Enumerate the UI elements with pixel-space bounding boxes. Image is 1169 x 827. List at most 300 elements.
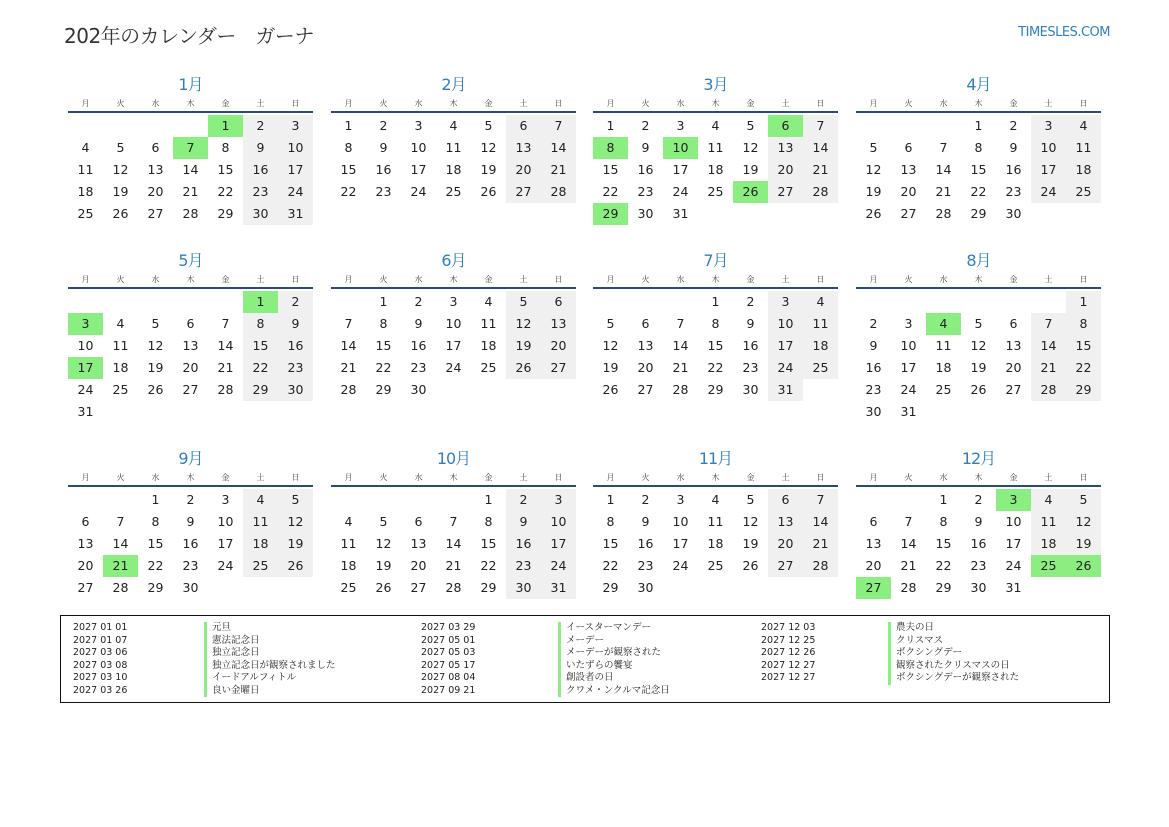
day-cell[interactable]: 1 <box>939 492 948 507</box>
day-cell[interactable]: 27 <box>768 181 803 203</box>
day-cell[interactable]: 19 <box>375 558 392 573</box>
day-cell[interactable]: 13 <box>768 511 803 533</box>
day-cell[interactable]: 14 <box>182 162 199 177</box>
day-cell[interactable]: 11 <box>480 316 497 331</box>
day-cell[interactable]: 23 <box>637 184 654 199</box>
day-cell[interactable]: 20 <box>768 159 803 181</box>
day-cell[interactable]: 4 <box>711 118 720 133</box>
day-cell[interactable]: 4 <box>803 291 838 313</box>
day-cell[interactable]: 23 <box>506 555 541 577</box>
day-cell[interactable]: 9 <box>278 313 313 335</box>
day-cell[interactable]: 7 <box>803 115 838 137</box>
day-cell[interactable]: 3 <box>768 291 803 313</box>
day-cell[interactable]: 27 <box>1005 382 1022 397</box>
day-cell[interactable]: 28 <box>900 580 917 595</box>
day-cell[interactable]: 1 <box>344 118 353 133</box>
day-cell[interactable]: 4 <box>81 140 90 155</box>
day-cell[interactable]: 26 <box>865 206 882 221</box>
day-cell[interactable]: 24 <box>1005 558 1022 573</box>
day-cell[interactable]: 6 <box>81 514 90 529</box>
day-cell[interactable]: 22 <box>480 558 497 573</box>
day-cell[interactable]: 6 <box>186 316 195 331</box>
day-cell[interactable]: 24 <box>672 184 689 199</box>
day-cell[interactable]: 10 <box>768 313 803 335</box>
day-cell[interactable]: 30 <box>1005 206 1022 221</box>
day-cell[interactable]: 14 <box>672 338 689 353</box>
day-cell[interactable]: 1 <box>711 294 720 309</box>
day-cell[interactable]: 19 <box>602 360 619 375</box>
day-cell[interactable]: 8 <box>151 514 160 529</box>
day-cell[interactable]: 1 <box>208 115 243 137</box>
day-cell[interactable]: 26 <box>480 184 497 199</box>
day-cell[interactable]: 11 <box>340 536 357 551</box>
day-cell[interactable]: 22 <box>935 558 952 573</box>
day-cell[interactable]: 16 <box>970 536 987 551</box>
day-cell[interactable]: 9 <box>641 140 650 155</box>
day-cell[interactable]: 11 <box>445 140 462 155</box>
day-cell[interactable]: 11 <box>803 313 838 335</box>
day-cell[interactable]: 16 <box>742 338 759 353</box>
day-cell[interactable]: 16 <box>410 338 427 353</box>
day-cell[interactable]: 30 <box>637 206 654 221</box>
day-cell[interactable]: 21 <box>340 360 357 375</box>
day-cell[interactable]: 20 <box>410 558 427 573</box>
day-cell[interactable]: 30 <box>278 379 313 401</box>
day-cell[interactable]: 4 <box>484 294 493 309</box>
day-cell[interactable]: 3 <box>676 492 685 507</box>
day-cell[interactable]: 26 <box>506 357 541 379</box>
day-cell[interactable]: 13 <box>182 338 199 353</box>
day-cell[interactable]: 8 <box>711 316 720 331</box>
day-cell[interactable]: 19 <box>742 162 759 177</box>
day-cell[interactable]: 3 <box>449 294 458 309</box>
day-cell[interactable]: 10 <box>445 316 462 331</box>
day-cell[interactable]: 13 <box>410 536 427 551</box>
day-cell[interactable]: 18 <box>480 338 497 353</box>
day-cell[interactable]: 2 <box>1009 118 1018 133</box>
day-cell[interactable]: 28 <box>541 181 576 203</box>
day-cell[interactable]: 2 <box>186 492 195 507</box>
day-cell[interactable]: 12 <box>970 338 987 353</box>
day-cell[interactable]: 25 <box>340 580 357 595</box>
day-cell[interactable]: 7 <box>221 316 230 331</box>
day-cell[interactable]: 16 <box>506 533 541 555</box>
day-cell[interactable]: 5 <box>278 489 313 511</box>
day-cell[interactable]: 30 <box>182 580 199 595</box>
day-cell[interactable]: 18 <box>1031 533 1066 555</box>
day-cell[interactable]: 16 <box>278 335 313 357</box>
day-cell[interactable]: 16 <box>375 162 392 177</box>
day-cell[interactable]: 9 <box>1009 140 1018 155</box>
day-cell[interactable]: 2 <box>278 291 313 313</box>
day-cell[interactable]: 17 <box>68 357 103 379</box>
day-cell[interactable]: 2 <box>974 492 983 507</box>
day-cell[interactable]: 18 <box>445 162 462 177</box>
day-cell[interactable]: 11 <box>77 162 94 177</box>
day-cell[interactable]: 26 <box>1066 555 1101 577</box>
day-cell[interactable]: 2 <box>869 316 878 331</box>
day-cell[interactable]: 28 <box>672 382 689 397</box>
day-cell[interactable]: 8 <box>939 514 948 529</box>
day-cell[interactable]: 14 <box>541 137 576 159</box>
day-cell[interactable]: 8 <box>221 140 230 155</box>
day-cell[interactable]: 7 <box>904 514 913 529</box>
day-cell[interactable]: 5 <box>746 118 755 133</box>
day-cell[interactable]: 22 <box>602 558 619 573</box>
day-cell[interactable]: 9 <box>974 514 983 529</box>
day-cell[interactable]: 19 <box>112 184 129 199</box>
day-cell[interactable]: 7 <box>676 316 685 331</box>
day-cell[interactable]: 29 <box>480 580 497 595</box>
day-cell[interactable]: 24 <box>768 357 803 379</box>
day-cell[interactable]: 13 <box>506 137 541 159</box>
day-cell[interactable]: 6 <box>904 140 913 155</box>
day-cell[interactable]: 19 <box>278 533 313 555</box>
day-cell[interactable]: 22 <box>340 184 357 199</box>
day-cell[interactable]: 4 <box>243 489 278 511</box>
day-cell[interactable]: 18 <box>77 184 94 199</box>
day-cell[interactable]: 25 <box>935 382 952 397</box>
day-cell[interactable]: 28 <box>112 580 129 595</box>
day-cell[interactable]: 28 <box>803 181 838 203</box>
day-cell[interactable]: 16 <box>182 536 199 551</box>
day-cell[interactable]: 31 <box>278 203 313 225</box>
day-cell[interactable]: 28 <box>1031 379 1066 401</box>
day-cell[interactable]: 25 <box>112 382 129 397</box>
day-cell[interactable]: 21 <box>103 555 138 577</box>
day-cell[interactable]: 8 <box>379 316 388 331</box>
day-cell[interactable]: 20 <box>77 558 94 573</box>
day-cell[interactable]: 18 <box>1066 159 1101 181</box>
day-cell[interactable]: 10 <box>278 137 313 159</box>
day-cell[interactable]: 29 <box>935 580 952 595</box>
day-cell[interactable]: 29 <box>1066 379 1101 401</box>
day-cell[interactable]: 8 <box>484 514 493 529</box>
day-cell[interactable]: 5 <box>484 118 493 133</box>
day-cell[interactable]: 18 <box>243 533 278 555</box>
day-cell[interactable]: 18 <box>112 360 129 375</box>
day-cell[interactable]: 25 <box>803 357 838 379</box>
day-cell[interactable]: 1 <box>243 291 278 313</box>
day-cell[interactable]: 22 <box>970 184 987 199</box>
day-cell[interactable]: 23 <box>278 357 313 379</box>
day-cell[interactable]: 16 <box>637 536 654 551</box>
day-cell[interactable]: 11 <box>1066 137 1101 159</box>
day-cell[interactable]: 23 <box>865 382 882 397</box>
day-cell[interactable]: 20 <box>637 360 654 375</box>
day-cell[interactable]: 21 <box>541 159 576 181</box>
day-cell[interactable]: 21 <box>935 184 952 199</box>
day-cell[interactable]: 21 <box>672 360 689 375</box>
day-cell[interactable]: 13 <box>637 338 654 353</box>
day-cell[interactable]: 8 <box>243 313 278 335</box>
day-cell[interactable]: 15 <box>707 338 724 353</box>
day-cell[interactable]: 27 <box>856 577 891 599</box>
day-cell[interactable]: 9 <box>506 511 541 533</box>
day-cell[interactable]: 18 <box>707 162 724 177</box>
day-cell[interactable]: 1 <box>484 492 493 507</box>
day-cell[interactable]: 23 <box>243 181 278 203</box>
day-cell[interactable]: 12 <box>742 140 759 155</box>
day-cell[interactable]: 23 <box>410 360 427 375</box>
day-cell[interactable]: 9 <box>243 137 278 159</box>
day-cell[interactable]: 30 <box>970 580 987 595</box>
day-cell[interactable]: 30 <box>742 382 759 397</box>
day-cell[interactable]: 25 <box>445 184 462 199</box>
day-cell[interactable]: 14 <box>217 338 234 353</box>
day-cell[interactable]: 11 <box>707 140 724 155</box>
day-cell[interactable]: 15 <box>1066 335 1101 357</box>
day-cell[interactable]: 19 <box>865 184 882 199</box>
day-cell[interactable]: 12 <box>480 140 497 155</box>
day-cell[interactable]: 27 <box>900 206 917 221</box>
day-cell[interactable]: 7 <box>116 514 125 529</box>
day-cell[interactable]: 10 <box>410 140 427 155</box>
day-cell[interactable]: 7 <box>449 514 458 529</box>
day-cell[interactable]: 15 <box>340 162 357 177</box>
day-cell[interactable]: 12 <box>506 313 541 335</box>
day-cell[interactable]: 13 <box>1005 338 1022 353</box>
day-cell[interactable]: 16 <box>1005 162 1022 177</box>
day-cell[interactable]: 2 <box>641 492 650 507</box>
day-cell[interactable]: 31 <box>77 404 94 419</box>
day-cell[interactable]: 27 <box>147 206 164 221</box>
day-cell[interactable]: 14 <box>1031 335 1066 357</box>
day-cell[interactable]: 14 <box>803 137 838 159</box>
day-cell[interactable]: 3 <box>996 489 1031 511</box>
day-cell[interactable]: 22 <box>375 360 392 375</box>
day-cell[interactable]: 9 <box>746 316 755 331</box>
day-cell[interactable]: 19 <box>970 360 987 375</box>
day-cell[interactable]: 24 <box>1031 181 1066 203</box>
day-cell[interactable]: 15 <box>147 536 164 551</box>
day-cell[interactable]: 31 <box>768 379 803 401</box>
day-cell[interactable]: 27 <box>410 580 427 595</box>
day-cell[interactable]: 15 <box>480 536 497 551</box>
day-cell[interactable]: 14 <box>935 162 952 177</box>
day-cell[interactable]: 29 <box>147 580 164 595</box>
day-cell[interactable]: 25 <box>1066 181 1101 203</box>
day-cell[interactable]: 10 <box>663 137 698 159</box>
day-cell[interactable]: 20 <box>900 184 917 199</box>
day-cell[interactable]: 28 <box>182 206 199 221</box>
day-cell[interactable]: 5 <box>974 316 983 331</box>
day-cell[interactable]: 21 <box>445 558 462 573</box>
day-cell[interactable]: 11 <box>243 511 278 533</box>
day-cell[interactable]: 27 <box>768 555 803 577</box>
day-cell[interactable]: 21 <box>182 184 199 199</box>
day-cell[interactable]: 6 <box>151 140 160 155</box>
day-cell[interactable]: 7 <box>1031 313 1066 335</box>
day-cell[interactable]: 15 <box>217 162 234 177</box>
day-cell[interactable]: 20 <box>1005 360 1022 375</box>
day-cell[interactable]: 16 <box>243 159 278 181</box>
day-cell[interactable]: 24 <box>217 558 234 573</box>
day-cell[interactable]: 4 <box>344 514 353 529</box>
day-cell[interactable]: 17 <box>672 162 689 177</box>
day-cell[interactable]: 7 <box>173 137 208 159</box>
day-cell[interactable]: 26 <box>112 206 129 221</box>
day-cell[interactable]: 13 <box>77 536 94 551</box>
day-cell[interactable]: 28 <box>340 382 357 397</box>
day-cell[interactable]: 4 <box>711 492 720 507</box>
day-cell[interactable]: 24 <box>77 382 94 397</box>
day-cell[interactable]: 2 <box>641 118 650 133</box>
day-cell[interactable]: 16 <box>865 360 882 375</box>
day-cell[interactable]: 31 <box>1005 580 1022 595</box>
day-cell[interactable]: 13 <box>865 536 882 551</box>
day-cell[interactable]: 8 <box>593 137 628 159</box>
day-cell[interactable]: 22 <box>217 184 234 199</box>
day-cell[interactable]: 24 <box>541 555 576 577</box>
day-cell[interactable]: 3 <box>541 489 576 511</box>
day-cell[interactable]: 17 <box>541 533 576 555</box>
day-cell[interactable]: 5 <box>606 316 615 331</box>
day-cell[interactable]: 26 <box>278 555 313 577</box>
day-cell[interactable]: 5 <box>116 140 125 155</box>
day-cell[interactable]: 26 <box>970 382 987 397</box>
day-cell[interactable]: 15 <box>935 536 952 551</box>
day-cell[interactable]: 19 <box>480 162 497 177</box>
day-cell[interactable]: 28 <box>935 206 952 221</box>
day-cell[interactable]: 21 <box>1031 357 1066 379</box>
day-cell[interactable]: 26 <box>742 558 759 573</box>
day-cell[interactable]: 8 <box>1066 313 1101 335</box>
day-cell[interactable]: 23 <box>637 558 654 573</box>
brand-link[interactable]: TIMESLES.COM <box>1018 25 1110 40</box>
day-cell[interactable]: 21 <box>803 533 838 555</box>
day-cell[interactable]: 4 <box>1066 115 1101 137</box>
day-cell[interactable]: 9 <box>379 140 388 155</box>
day-cell[interactable]: 11 <box>935 338 952 353</box>
day-cell[interactable]: 1 <box>151 492 160 507</box>
day-cell[interactable]: 17 <box>410 162 427 177</box>
day-cell[interactable]: 4 <box>926 313 961 335</box>
day-cell[interactable]: 18 <box>935 360 952 375</box>
day-cell[interactable]: 3 <box>904 316 913 331</box>
day-cell[interactable]: 5 <box>506 291 541 313</box>
day-cell[interactable]: 15 <box>970 162 987 177</box>
day-cell[interactable]: 25 <box>1031 555 1066 577</box>
day-cell[interactable]: 4 <box>116 316 125 331</box>
day-cell[interactable]: 5 <box>1066 489 1101 511</box>
day-cell[interactable]: 29 <box>217 206 234 221</box>
day-cell[interactable]: 1 <box>974 118 983 133</box>
day-cell[interactable]: 2 <box>243 115 278 137</box>
day-cell[interactable]: 25 <box>77 206 94 221</box>
day-cell[interactable]: 3 <box>278 115 313 137</box>
day-cell[interactable]: 13 <box>900 162 917 177</box>
day-cell[interactable]: 14 <box>900 536 917 551</box>
day-cell[interactable]: 15 <box>602 536 619 551</box>
day-cell[interactable]: 17 <box>1005 536 1022 551</box>
day-cell[interactable]: 12 <box>375 536 392 551</box>
day-cell[interactable]: 24 <box>672 558 689 573</box>
day-cell[interactable]: 3 <box>1031 115 1066 137</box>
day-cell[interactable]: 2 <box>414 294 423 309</box>
day-cell[interactable]: 19 <box>1066 533 1101 555</box>
day-cell[interactable]: 6 <box>869 514 878 529</box>
day-cell[interactable]: 15 <box>243 335 278 357</box>
day-cell[interactable]: 31 <box>900 404 917 419</box>
day-cell[interactable]: 24 <box>900 382 917 397</box>
day-cell[interactable]: 29 <box>593 203 628 225</box>
day-cell[interactable]: 6 <box>768 115 803 137</box>
day-cell[interactable]: 23 <box>742 360 759 375</box>
day-cell[interactable]: 19 <box>147 360 164 375</box>
day-cell[interactable]: 10 <box>541 511 576 533</box>
day-cell[interactable]: 20 <box>865 558 882 573</box>
day-cell[interactable]: 26 <box>733 181 768 203</box>
day-cell[interactable]: 2 <box>746 294 755 309</box>
day-cell[interactable]: 7 <box>344 316 353 331</box>
day-cell[interactable]: 13 <box>541 313 576 335</box>
day-cell[interactable]: 15 <box>602 162 619 177</box>
day-cell[interactable]: 30 <box>506 577 541 599</box>
day-cell[interactable]: 20 <box>182 360 199 375</box>
day-cell[interactable]: 20 <box>768 533 803 555</box>
day-cell[interactable]: 9 <box>869 338 878 353</box>
day-cell[interactable]: 21 <box>803 159 838 181</box>
day-cell[interactable]: 12 <box>1066 511 1101 533</box>
day-cell[interactable]: 18 <box>803 335 838 357</box>
day-cell[interactable]: 30 <box>410 382 427 397</box>
day-cell[interactable]: 14 <box>112 536 129 551</box>
day-cell[interactable]: 9 <box>641 514 650 529</box>
day-cell[interactable]: 5 <box>746 492 755 507</box>
day-cell[interactable]: 11 <box>1031 511 1066 533</box>
day-cell[interactable]: 16 <box>637 162 654 177</box>
day-cell[interactable]: 14 <box>803 511 838 533</box>
day-cell[interactable]: 13 <box>768 137 803 159</box>
day-cell[interactable]: 20 <box>541 335 576 357</box>
day-cell[interactable]: 17 <box>768 335 803 357</box>
day-cell[interactable]: 9 <box>414 316 423 331</box>
day-cell[interactable]: 24 <box>445 360 462 375</box>
day-cell[interactable]: 17 <box>278 159 313 181</box>
day-cell[interactable]: 10 <box>217 514 234 529</box>
day-cell[interactable]: 30 <box>865 404 882 419</box>
day-cell[interactable]: 28 <box>217 382 234 397</box>
day-cell[interactable]: 22 <box>602 184 619 199</box>
day-cell[interactable]: 3 <box>68 313 103 335</box>
day-cell[interactable]: 10 <box>77 338 94 353</box>
day-cell[interactable]: 26 <box>602 382 619 397</box>
day-cell[interactable]: 18 <box>340 558 357 573</box>
day-cell[interactable]: 25 <box>707 184 724 199</box>
day-cell[interactable]: 5 <box>151 316 160 331</box>
day-cell[interactable]: 17 <box>1031 159 1066 181</box>
day-cell[interactable]: 3 <box>414 118 423 133</box>
day-cell[interactable]: 3 <box>221 492 230 507</box>
day-cell[interactable]: 6 <box>1009 316 1018 331</box>
day-cell[interactable]: 29 <box>375 382 392 397</box>
day-cell[interactable]: 17 <box>445 338 462 353</box>
day-cell[interactable]: 8 <box>344 140 353 155</box>
day-cell[interactable]: 15 <box>375 338 392 353</box>
day-cell[interactable]: 17 <box>217 536 234 551</box>
day-cell[interactable]: 7 <box>939 140 948 155</box>
day-cell[interactable]: 22 <box>147 558 164 573</box>
day-cell[interactable]: 6 <box>541 291 576 313</box>
day-cell[interactable]: 11 <box>707 514 724 529</box>
day-cell[interactable]: 12 <box>742 514 759 529</box>
day-cell[interactable]: 26 <box>147 382 164 397</box>
day-cell[interactable]: 6 <box>506 115 541 137</box>
day-cell[interactable]: 10 <box>1005 514 1022 529</box>
day-cell[interactable]: 5 <box>379 514 388 529</box>
day-cell[interactable]: 9 <box>186 514 195 529</box>
